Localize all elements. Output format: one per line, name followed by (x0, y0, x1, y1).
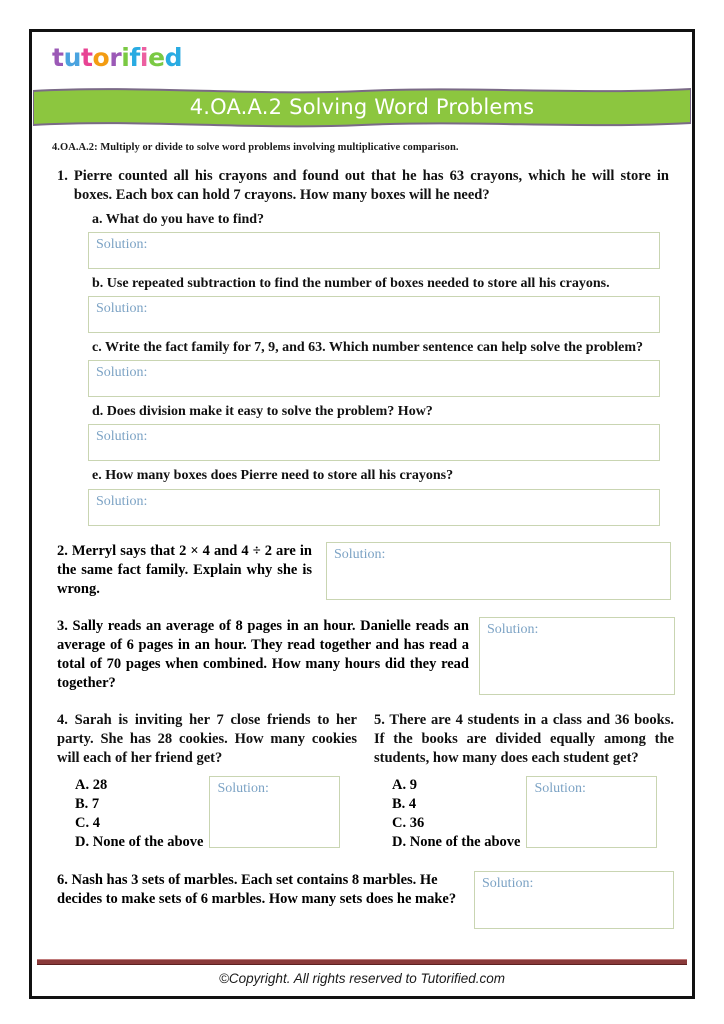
question-4-5-row (57, 711, 691, 853)
question-3 (57, 617, 691, 695)
choice-option[interactable]: D. None of the above (75, 834, 204, 851)
question-6-text: 6. Nash has 3 sets of marbles. Each set contains 8 marbles. He decides to make sets of 6 marbles. How many sets does he make? (57, 871, 457, 907)
solution-label: Solution: (487, 621, 539, 637)
solution-label: Solution: (96, 493, 148, 509)
logo-letter-5: i (121, 43, 130, 72)
copyright-notice: ©Copyright. All rights reserved to Tutorified.com (218, 971, 506, 986)
question-1-number: 1. (57, 168, 68, 184)
question-4 (57, 711, 357, 853)
question-3-text: 3. Sally reads an average of 8 pages in an hour. Danielle reads an average of 6 pages in an hour. They read together and has read a total of 70 pages when combined. How many hours did they read together? (57, 617, 469, 691)
solution-label: Solution: (96, 301, 148, 317)
solution-box-4[interactable] (209, 776, 340, 848)
solution-label: Solution: (217, 781, 269, 796)
question-2-text: 2. Merryl says that 2 × 4 and 4 ÷ 2 are in the same fact family. Explain why she is wrong. (57, 542, 312, 597)
choice-option[interactable]: A. 28 (75, 777, 108, 793)
worksheet-title: 4.OA.A.2 Solving Word Problems (189, 94, 535, 119)
solution-box-1a[interactable] (88, 232, 660, 269)
logo-letter-0: t (52, 43, 64, 72)
logo-letter-2: t (80, 43, 93, 72)
brand-logo-area (33, 33, 691, 79)
logo-letter-1: u (63, 43, 81, 72)
question-5-choices[interactable] (374, 776, 520, 853)
solution-box-3[interactable] (479, 617, 675, 695)
logo-letter-8: e (148, 43, 165, 72)
choice-option[interactable]: C. 36 (392, 815, 425, 832)
question-1d-label: d. Does division make it easy to solve the problem? How? (92, 404, 433, 420)
logo-letter-6: f (129, 43, 140, 72)
logo-letter-9: d (164, 43, 183, 72)
standard-description: 4.OA.A.2: Multiply or divide to solve word problems involving multiplicative comparison. (52, 142, 459, 153)
question-4-choices[interactable] (57, 776, 203, 853)
solution-box-1c[interactable] (88, 360, 660, 397)
question-2 (57, 542, 691, 600)
solution-label: Solution: (96, 429, 148, 445)
page-footer (33, 959, 691, 992)
solution-box-1b[interactable] (88, 296, 660, 333)
tutorified-logo[interactable] (52, 45, 182, 70)
solution-box-5[interactable] (526, 776, 657, 848)
solution-label: Solution: (482, 875, 534, 891)
question-6 (57, 871, 691, 929)
logo-letter-4: r (109, 43, 122, 72)
solution-label: Solution: (534, 781, 586, 796)
choice-option[interactable]: B. 4 (392, 796, 417, 813)
logo-letter-7: i (139, 43, 149, 72)
logo-letter-3: o (92, 43, 110, 72)
choice-option[interactable]: B. 7 (75, 796, 100, 813)
solution-box-1e[interactable] (88, 489, 660, 526)
question-1 (57, 167, 669, 526)
page-frame-inner (32, 32, 692, 996)
solution-box-6[interactable] (474, 871, 674, 929)
question-1e-label: e. How many boxes does Pierre need to store all his crayons? (92, 468, 454, 484)
question-5 (374, 711, 674, 853)
question-4-text: 4. Sarah is inviting her 7 close friends to her party. She has 28 cookies. How many cookies will each of her friend get? (57, 711, 357, 766)
question-5-text: 5. There are 4 students in a class and 36 books. If the books are divided equally among the students, how many does each student get? (374, 711, 674, 766)
solution-label: Solution: (96, 365, 148, 381)
page-frame (29, 29, 695, 999)
choice-option[interactable]: A. 9 (392, 777, 417, 793)
solution-box-1d[interactable] (88, 424, 660, 461)
solution-label: Solution: (334, 546, 386, 562)
worksheet-content (33, 167, 691, 929)
question-1a-label: a. What do you have to find? (92, 211, 265, 227)
solution-label: Solution: (96, 236, 148, 252)
choice-option[interactable]: D. None of the above (392, 834, 521, 851)
title-banner (33, 85, 691, 129)
question-1c-label: c. Write the fact family for 7, 9, and 63. Which number sentence can help solve the problem? (92, 340, 644, 356)
question-1b-label: b. Use repeated subtraction to find the number of boxes needed to store all his crayons. (92, 275, 610, 291)
question-1-text: Pierre counted all his crayons and found out that he has 63 crayons, which he will store in boxes. Each box can hold 7 crayons. How many boxes will he need? (73, 168, 669, 203)
solution-box-2[interactable] (326, 542, 671, 600)
choice-option[interactable]: C. 4 (75, 815, 100, 832)
